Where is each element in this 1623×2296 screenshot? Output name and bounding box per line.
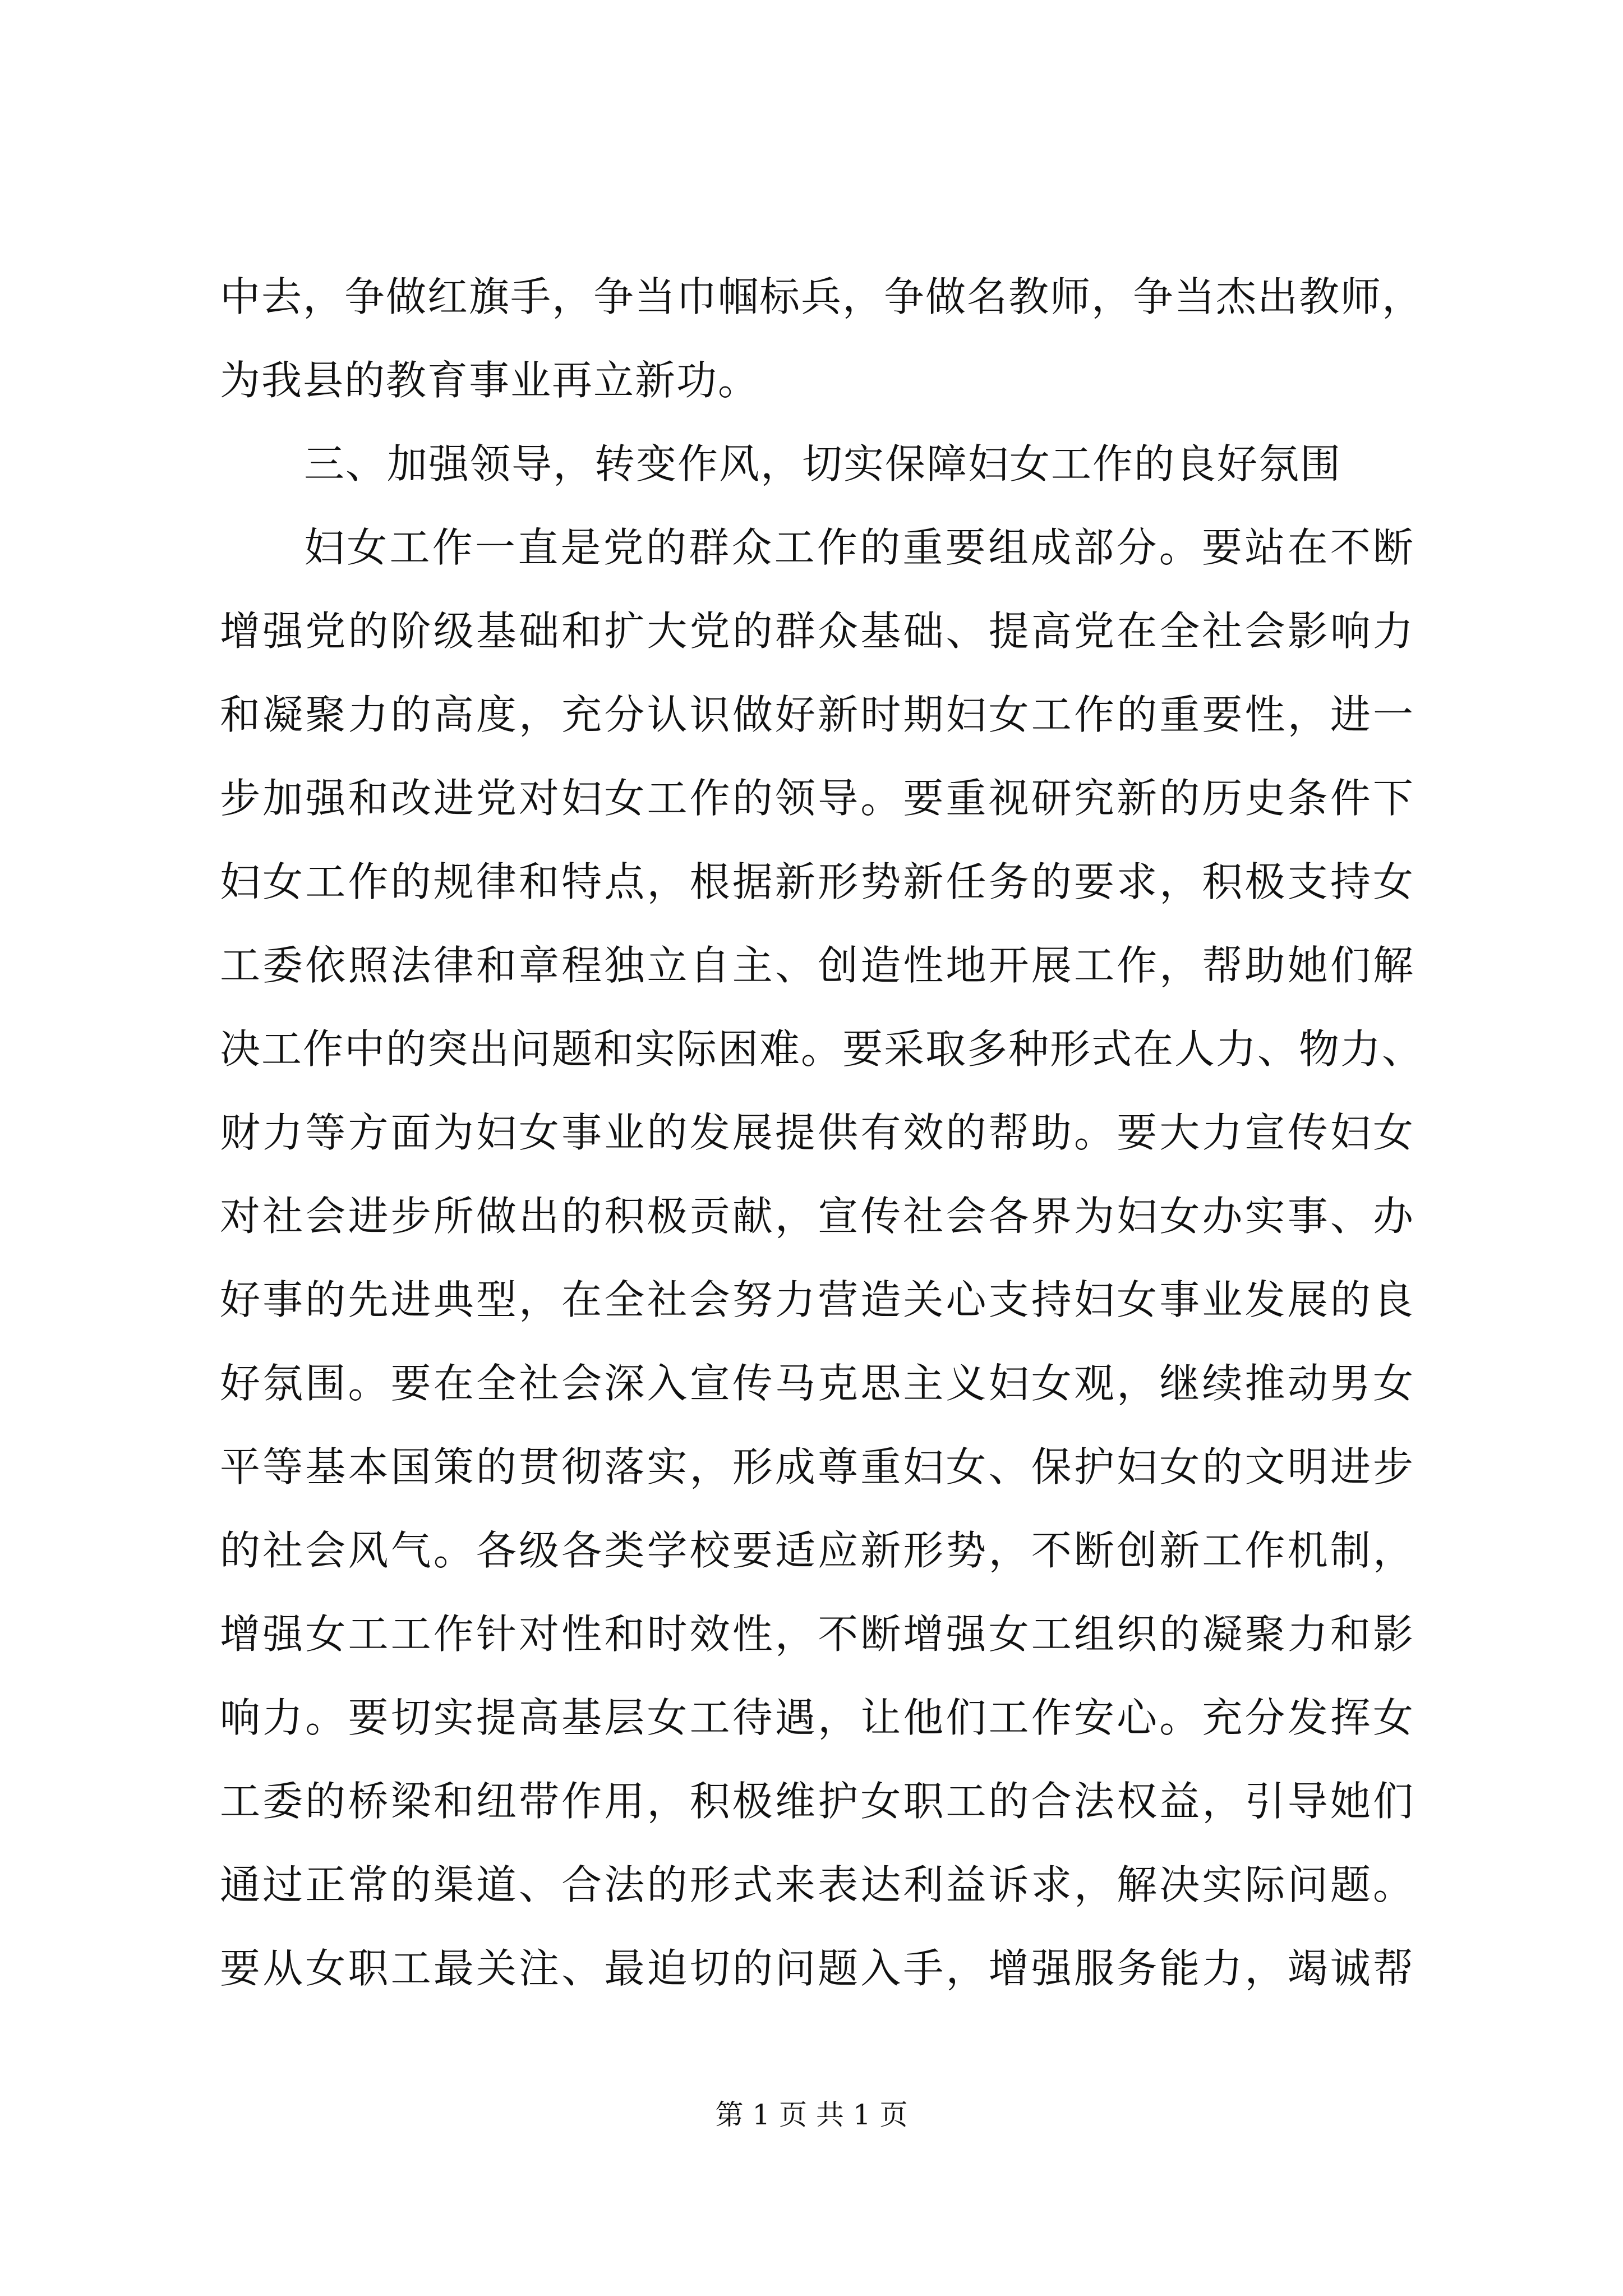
document-body <box>220 255 1424 2010</box>
text-line: 妇女工作一直是党的群众工作的重要组成部分。要站在不断 <box>304 524 1414 571</box>
page-footer: 第 1 页 共 1 页 <box>715 2099 908 2131</box>
text-line: 工委依照法律和章程独立自主、创造性地开展工作，帮助她们解 <box>220 942 1414 989</box>
text-line: 为我县的教育事业再立新功。 <box>220 357 760 404</box>
text-line: 好氛围。要在全社会深入宣传马克思主义妇女观，继续推动男女 <box>220 1360 1414 1407</box>
text-line: 中去，争做红旗手，争当巾帼标兵，争做名教师，争当杰出教师， <box>220 273 1424 320</box>
text-line: 和凝聚力的高度，充分认识做好新时期妇女工作的重要性，进一 <box>220 691 1414 738</box>
text-line: 增强党的阶级基础和扩大党的群众基础、提高党在全社会影响力 <box>220 608 1414 655</box>
text-line: 对社会进步所做出的积极贡献，宣传社会各界为妇女办实事、办 <box>220 1193 1414 1240</box>
text-line: 的社会风气。各级各类学校要适应新形势，不断创新工作机制， <box>220 1527 1414 1574</box>
text-line: 好事的先进典型，在全社会努力营造关心支持妇女事业发展的良 <box>220 1276 1414 1323</box>
text-line: 增强女工工作针对性和时效性，不断增强女工组织的凝聚力和影 <box>220 1611 1414 1658</box>
text-line: 响力。要切实提高基层女工待遇，让他们工作安心。充分发挥女 <box>220 1694 1414 1741</box>
text-line: 步加强和改进党对妇女工作的领导。要重视研究新的历史条件下 <box>220 775 1414 822</box>
text-line: 通过正常的渠道、合法的形式来表达利益诉求，解决实际问题。 <box>220 1861 1414 1908</box>
text-line: 平等基本国策的贯彻落实，形成尊重妇女、保护妇女的文明进步 <box>220 1443 1414 1490</box>
text-line: 要从女职工最关注、最迫切的问题入手，增强服务能力，竭诚帮 <box>220 1945 1414 1992</box>
text-line: 财力等方面为妇女事业的发展提供有效的帮助。要大力宣传妇女 <box>220 1109 1414 1156</box>
text-line: 工委的桥梁和纽带作用，积极维护女职工的合法权益，引导她们 <box>220 1778 1414 1825</box>
text-line: 三、加强领导，转变作风，切实保障妇女工作的良好氛围 <box>304 440 1342 487</box>
text-line: 决工作中的突出问题和实际困难。要采取多种形式在人力、物力、 <box>220 1025 1424 1073</box>
text-line: 妇女工作的规律和特点，根据新形势新任务的要求，积极支持女 <box>220 858 1414 905</box>
